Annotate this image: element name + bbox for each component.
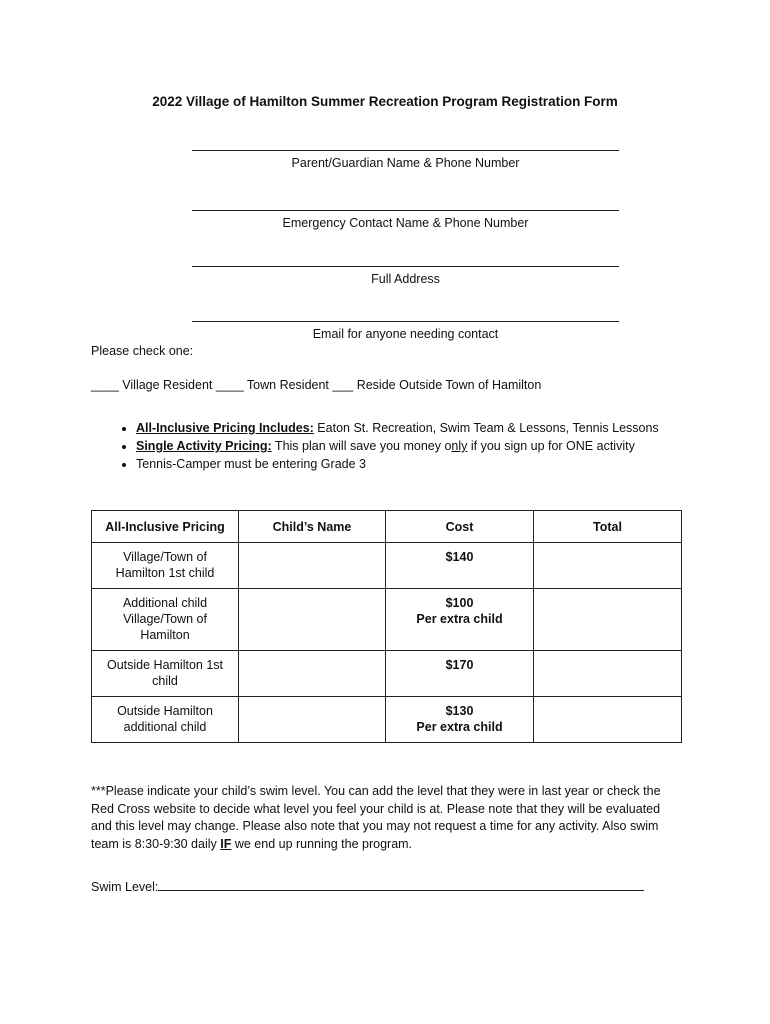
header-child-name: Child’s Name (239, 511, 386, 543)
cost-cell (386, 697, 534, 743)
cost-cell (386, 589, 534, 651)
address-label: Full Address (371, 272, 440, 286)
address-line (192, 266, 619, 267)
child-name-cell[interactable] (239, 589, 386, 651)
table-row (92, 651, 682, 697)
pricing-table (91, 510, 682, 743)
guardian-field[interactable] (192, 150, 619, 170)
total-cell[interactable] (534, 651, 682, 697)
check-one-label: Please check one: (91, 344, 194, 358)
swim-level-note (91, 783, 681, 853)
child-name-cell[interactable] (239, 697, 386, 743)
bullet-tennis: • Tennis-Camper must be entering Grade 3 (136, 456, 736, 473)
emergency-label: Emergency Contact Name & Phone Number (282, 216, 529, 230)
email-label: Email for anyone needing contact (312, 327, 499, 341)
emergency-line (192, 210, 619, 211)
note-emphasis: IF (220, 836, 232, 851)
cost-cell (386, 543, 534, 589)
single-activity-only: nly (451, 439, 468, 453)
table-header-row (92, 511, 682, 543)
cost-value: $140 (445, 550, 474, 564)
row-label: Outside Hamilton additional child (92, 697, 239, 743)
child-name-cell[interactable] (239, 543, 386, 589)
cost-value: $100 (445, 596, 474, 610)
all-inclusive-text: Eaton St. Recreation, Swim Team & Lessons, Tennis Lessons (313, 421, 659, 435)
note-text: ***Please indicate your child’s swim level. You can add the level that they were in last year or check the Red Cross website to decide what level you feel your child is at. Please note that they will be evaluated and this level may change. Please also note that you may not request a time for any activity. Also swim team is 8:30-9:30 daily (91, 784, 661, 851)
cost-note: Per extra child (416, 612, 503, 626)
single-activity-text-end: if you sign up for ONE activity (467, 439, 635, 453)
table-row (92, 589, 682, 651)
email-line (192, 321, 619, 322)
row-label: Outside Hamilton 1st child (92, 651, 239, 697)
header-total: Total (534, 511, 682, 543)
single-activity-text: This plan will save you money o (271, 439, 452, 453)
page-title: 2022 Village of Hamilton Summer Recreation Program Registration Form (152, 94, 618, 109)
table-row (92, 543, 682, 589)
pricing-notes (91, 420, 736, 474)
guardian-label: Parent/Guardian Name & Phone Number (291, 156, 520, 170)
swim-level-field[interactable] (91, 877, 644, 894)
bullet-all-inclusive (136, 420, 736, 437)
guardian-line (192, 150, 619, 151)
cost-value: $170 (445, 658, 474, 672)
swim-level-line[interactable] (158, 877, 644, 891)
note-text-end: we end up running the program. (231, 836, 413, 851)
child-name-cell[interactable] (239, 651, 386, 697)
row-label: Village/Town of Hamilton 1st child (92, 543, 239, 589)
header-cost: Cost (386, 511, 534, 543)
total-cell[interactable] (534, 589, 682, 651)
all-inclusive-label: All-Inclusive Pricing Includes: (136, 421, 314, 435)
bullet-single-activity (136, 438, 736, 455)
total-cell[interactable] (534, 543, 682, 589)
cost-value: $130 (445, 704, 474, 718)
header-pricing: All-Inclusive Pricing (92, 511, 239, 543)
address-field[interactable] (192, 266, 619, 286)
cost-cell (386, 651, 534, 697)
row-label: Additional child Village/Town of Hamilton (92, 589, 239, 651)
total-cell[interactable] (534, 697, 682, 743)
table-row (92, 697, 682, 743)
cost-note: Per extra child (416, 720, 503, 734)
residency-options[interactable]: ____ Village Resident ____ Town Resident ___ Reside Outside Town of Hamilton (91, 378, 542, 392)
email-field[interactable] (192, 321, 619, 341)
single-activity-label: Single Activity Pricing: (136, 439, 272, 453)
swim-level-label: Swim Level: (91, 880, 159, 894)
emergency-field[interactable] (192, 210, 619, 230)
